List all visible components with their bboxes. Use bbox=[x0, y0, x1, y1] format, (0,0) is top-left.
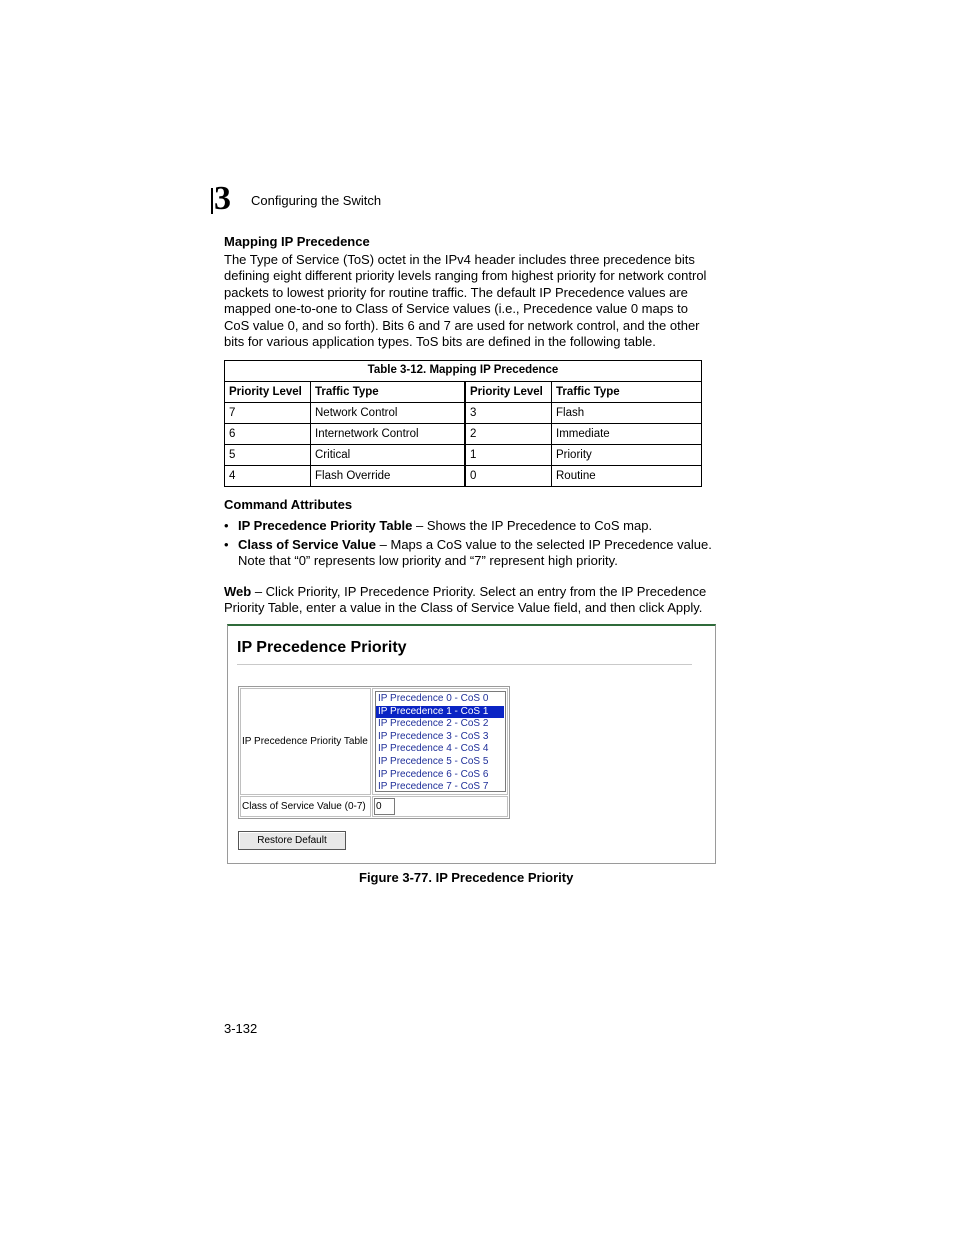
table-cell: 7 bbox=[225, 403, 311, 424]
intro-paragraph bbox=[224, 252, 724, 350]
web-line: Priority Table, enter a value in the Class of Service Value field, and then click Apply. bbox=[224, 600, 703, 616]
table-cell: 0 bbox=[465, 466, 552, 487]
table-cell: 6 bbox=[225, 424, 311, 445]
attribute-desc-line2: Note that “0” represents low priority and “7” represent high priority. bbox=[238, 553, 618, 569]
listbox-option-selected[interactable]: IP Precedence 1 - CoS 1 bbox=[376, 706, 504, 719]
table-cell: Internetwork Control bbox=[311, 424, 466, 445]
intro-line: The Type of Service (ToS) octet in the IPv4 header includes three precedence bits bbox=[224, 252, 695, 267]
web-instructions bbox=[224, 584, 724, 617]
attribute-term: IP Precedence Priority Table bbox=[238, 518, 413, 533]
attributes-heading: Command Attributes bbox=[224, 497, 353, 512]
table-row bbox=[225, 466, 702, 487]
table-cell: Flash Override bbox=[311, 466, 466, 487]
column-header: Priority Level bbox=[465, 382, 552, 403]
cos-value-input[interactable] bbox=[374, 798, 395, 815]
web-line: – Click Priority, IP Precedence Priority. Select an entry from the IP Precedence bbox=[251, 584, 707, 599]
title-divider bbox=[237, 664, 692, 665]
listbox-option[interactable]: IP Precedence 4 - CoS 4 bbox=[378, 743, 489, 755]
table-title: Table 3-12. Mapping IP Precedence bbox=[224, 360, 702, 382]
table-cell: 1 bbox=[465, 445, 552, 466]
listbox-option[interactable]: IP Precedence 0 - CoS 0 bbox=[378, 693, 489, 704]
cos-label-cell bbox=[240, 796, 371, 817]
intro-line: CoS value 0, and so forth). Bits 6 and 7 are used for network control, and the other bbox=[224, 317, 700, 333]
table-cell: 5 bbox=[225, 445, 311, 466]
table-cell: Network Control bbox=[311, 403, 466, 424]
web-term: Web bbox=[224, 584, 252, 599]
mapping-table bbox=[224, 381, 702, 487]
table-cell: 3 bbox=[465, 403, 552, 424]
precedence-priority-listbox[interactable] bbox=[375, 691, 506, 792]
bullet-mark: • bbox=[224, 537, 229, 552]
priority-table-label: IP Precedence Priority Table bbox=[242, 736, 368, 747]
table-cell: 4 bbox=[225, 466, 311, 487]
cos-input-cell bbox=[372, 796, 508, 817]
page-number: 3-132 bbox=[224, 1021, 258, 1036]
panel-title: IP Precedence Priority bbox=[237, 639, 407, 656]
table-cell: Routine bbox=[552, 466, 702, 487]
ip-precedence-screenshot bbox=[227, 624, 716, 864]
table-cell: Priority bbox=[552, 445, 702, 466]
figure-caption: Figure 3-77. IP Precedence Priority bbox=[359, 870, 574, 885]
listbox-option[interactable]: IP Precedence 6 - CoS 6 bbox=[378, 768, 489, 780]
attribute-desc: – Maps a CoS value to the selected IP Precedence value. bbox=[376, 537, 712, 552]
intro-line: defining eight different priority levels ranging from highest priority for network control bbox=[224, 268, 707, 284]
table-label-cell bbox=[240, 688, 371, 795]
intro-line: packets to lowest priority for routine traffic. The default IP Precedence values are bbox=[224, 284, 688, 300]
chapter-number: 3 bbox=[214, 180, 231, 217]
intro-line: mapped one-to-one to Class of Service values (i.e., Precedence value 0 maps to bbox=[224, 301, 688, 317]
listbox-option[interactable]: IP Precedence 7 - CoS 7 bbox=[378, 781, 489, 793]
table-header-row bbox=[225, 382, 702, 403]
running-title: Configuring the Switch bbox=[251, 193, 382, 208]
listbox-option[interactable]: IP Precedence 3 - CoS 3 bbox=[378, 730, 489, 742]
cos-value-label: Class of Service Value (0-7) bbox=[242, 801, 366, 812]
table-cell: Flash bbox=[552, 403, 702, 424]
listbox-option[interactable]: IP Precedence 2 - CoS 2 bbox=[378, 718, 489, 730]
chapter-bar bbox=[211, 188, 213, 214]
column-header: Traffic Type bbox=[311, 382, 466, 403]
attribute-desc: – Shows the IP Precedence to CoS map. bbox=[412, 518, 653, 533]
section-heading: Mapping IP Precedence bbox=[224, 234, 370, 249]
table-row bbox=[225, 445, 702, 466]
attribute-body bbox=[238, 518, 728, 534]
attribute-term: Class of Service Value bbox=[238, 537, 377, 552]
intro-line: bits for various application types. ToS bits are defined in the following table. bbox=[224, 334, 656, 350]
bullet-mark: • bbox=[224, 518, 229, 533]
restore-default-button[interactable]: Restore Default bbox=[238, 831, 346, 850]
column-header: Priority Level bbox=[225, 382, 311, 403]
table-row bbox=[225, 424, 702, 445]
listbox-cell bbox=[372, 688, 508, 795]
attribute-body bbox=[238, 537, 728, 570]
listbox-option[interactable]: IP Precedence 5 - CoS 5 bbox=[378, 755, 489, 767]
column-header: Traffic Type bbox=[552, 382, 702, 403]
table-cell: 2 bbox=[465, 424, 552, 445]
table-cell: Critical bbox=[311, 445, 466, 466]
table-cell: Immediate bbox=[552, 424, 702, 445]
table-row bbox=[225, 403, 702, 424]
chapter-number-badge bbox=[211, 180, 239, 217]
priority-form bbox=[238, 686, 510, 819]
